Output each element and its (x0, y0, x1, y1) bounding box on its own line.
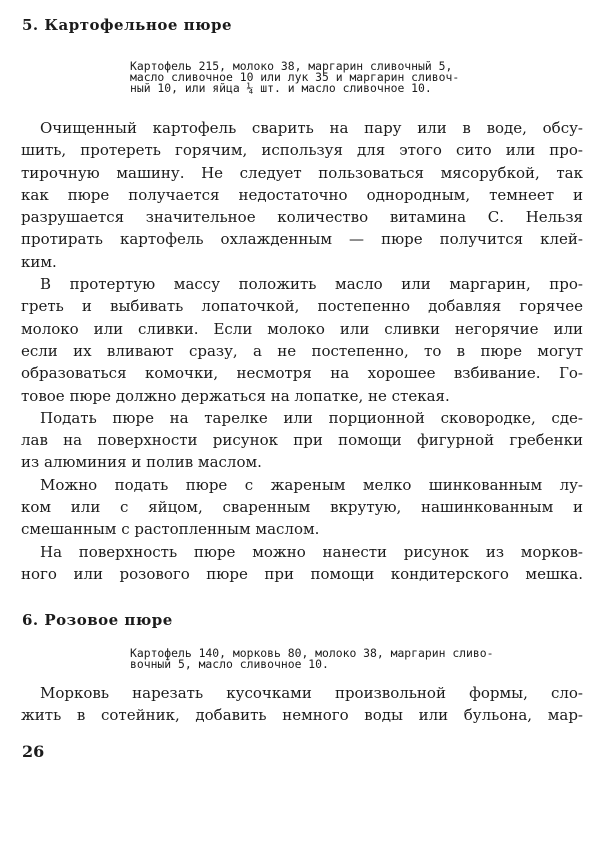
section-6-ingredients (130, 648, 582, 670)
text-line: Очищенный картофель сварить на пару или в воде, обсу- (40, 119, 583, 137)
text-line: ного или розового пюре при помощи кондитерского мешка. (21, 564, 583, 583)
text-line: товое пюре должно держаться на лопатке, не стекая. (21, 386, 450, 405)
ingredients-line: масло сливочное 10 или лук 35 и маргарин сливоч- (130, 70, 460, 84)
ingredients-line: Картофель 215, молоко 38, маргарин сливочный 5, (130, 61, 453, 73)
text-line: Подать пюре на тарелке или порционной сковородке, сде- (40, 408, 583, 427)
ingredients-line: ный 10, или яйца ¼ шт. и масло сливочное 10. (130, 81, 432, 94)
text-line: смешанным с растопленным маслом. (21, 520, 320, 539)
text-line: Можно подать пюре с жареным мелко шинкованным лу- (40, 475, 583, 494)
text-line: если их вливают сразу, а не постепенно, то в пюре могут (21, 341, 583, 360)
text-line: жить в сотейник, добавить немного воды или бульона, мар- (21, 706, 583, 725)
text-line: греть и выбивать лопаточкой, постепенно добавляя горячее (21, 297, 583, 316)
text-line: молоко или сливки. Если молоко или сливки негорячие или (21, 319, 583, 338)
text-line: тирочную машину. Не следует пользоваться мясорубкой, так (21, 163, 583, 182)
ingredients-line: Картофель 140, морковь 80, молоко 38, маргарин сливо- (130, 648, 494, 660)
text-line: На поверхность пюре можно нанести рисунок из морков- (40, 542, 583, 561)
text-line: ким. (21, 252, 57, 271)
text-line: из алюминия и полив маслом. (21, 453, 262, 472)
text-line: протирать картофель охлажденным — пюре получится клей- (21, 230, 583, 249)
ingredients-line: вочный 5, масло сливочное 10. (130, 657, 329, 670)
section-6-body (21, 682, 583, 727)
text-line: как пюре получается недостаточно однородным, темнеет и (21, 185, 583, 204)
text-line: лав на поверхности рисунок при помощи фигурной гребенки (21, 431, 583, 450)
page-number: 26 (22, 742, 45, 761)
section-5-title: 5. Картофельное пюре (22, 16, 233, 34)
text-line: разрушается значительное количество витамина С. Нельзя (21, 208, 583, 227)
section-5-ingredients (130, 61, 582, 94)
text-line: В протертую массу положить масло или маргарин, про- (40, 275, 583, 294)
text-line: шить, протереть горячим, используя для этого сито или про- (21, 141, 583, 160)
text-line: образоваться комочки, несмотря на хорошее взбивание. Го- (21, 364, 583, 383)
text-line: ком или с яйцом, сваренным вкрутую, нашинкованным и (21, 498, 583, 517)
section-5-body (21, 117, 583, 585)
section-6-title: 6. Розовое пюре (22, 611, 173, 629)
text-line: Морковь нарезать кусочками произвольной формы, сло- (40, 684, 583, 702)
